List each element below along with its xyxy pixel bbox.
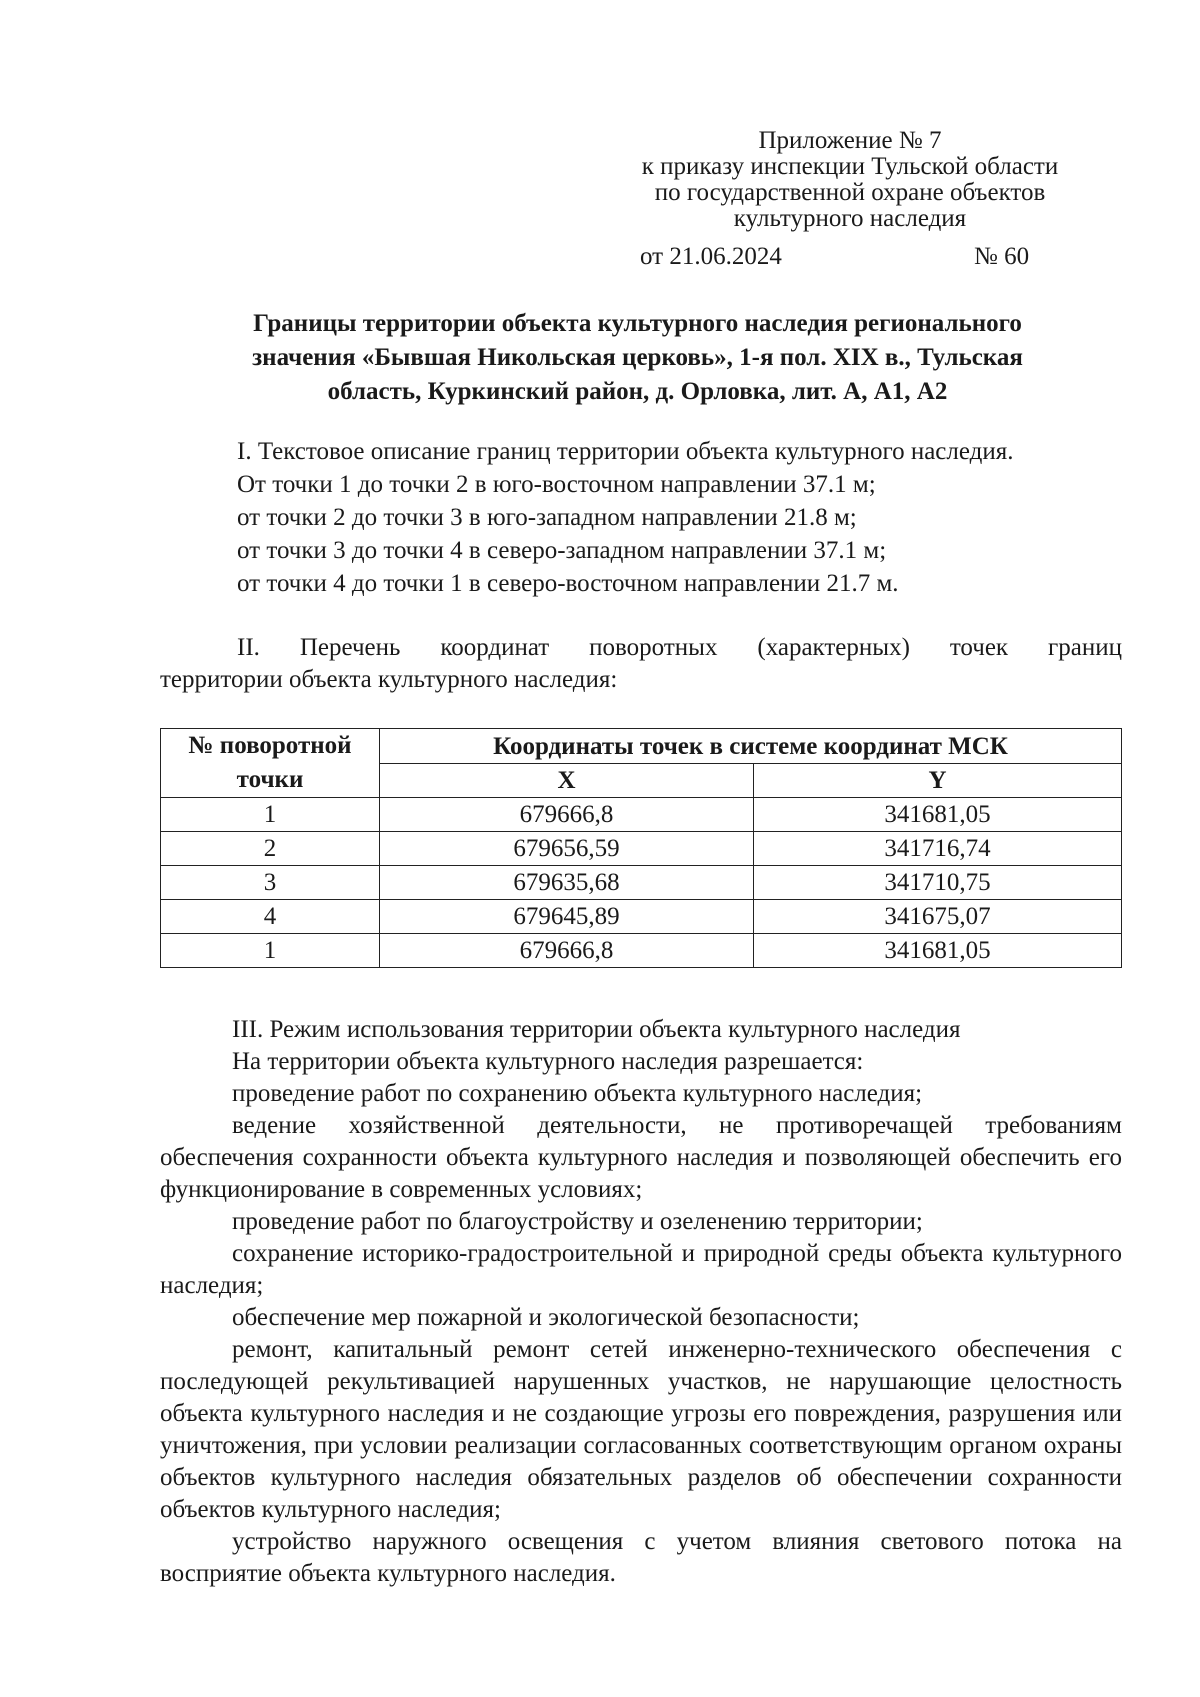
- boundary-line: от точки 4 до точки 1 в северо-восточном направлении 21.7 м.: [237, 570, 899, 597]
- annex-line-4: культурного наследия: [733, 205, 967, 232]
- usage-paragraph: проведение работ по сохранению объекта культурного наследия;: [232, 1080, 923, 1107]
- header-y: Y: [754, 764, 1122, 798]
- section-2-heading: [160, 632, 1122, 696]
- cell-y: 341710,75: [754, 866, 1122, 900]
- boundary-line: от точки 3 до точки 4 в северо-западном направлении 37.1 м;: [237, 537, 887, 564]
- cell-point: 2: [161, 832, 380, 866]
- usage-paragraph: устройство наружного освещения с учетом влияния светового потока на восприятие объекта культурного наследия.: [160, 1528, 1122, 1587]
- section-1-heading: I. Текстовое описание границ территории объекта культурного наследия.: [237, 438, 1014, 465]
- cell-x: 679666,8: [380, 934, 754, 968]
- coordinates-table: [160, 728, 1122, 968]
- cell-y: 341681,05: [754, 934, 1122, 968]
- cell-y: 341675,07: [754, 900, 1122, 934]
- usage-paragraph: ремонт, капитальный ремонт сетей инженерно-технического обеспечения с последующей рекультивацией нарушенных участков, не нарушающие целостность объекта культурного наследия и не создающие угрозы его повреждения, разрушения или уничтожения, при условии реализации согласованных соответствующим органом охраны объектов культурного наследия обязательных разделов об обеспечении сохранности объектов культурного наследия;: [160, 1336, 1122, 1523]
- annex-line-3: по государственной охране объектов: [654, 179, 1046, 206]
- order-date: от 21.06.2024: [640, 243, 782, 270]
- cell-y: 341716,74: [754, 832, 1122, 866]
- usage-paragraph: обеспечение мер пожарной и экологической безопасности;: [232, 1304, 860, 1331]
- title-line-3: область, Куркинский район, д. Орловка, лит. А, А1, А2: [327, 378, 948, 405]
- usage-paragraph: На территории объекта культурного наследия разрешается:: [232, 1048, 864, 1075]
- table-row: [161, 934, 1122, 968]
- document-title: [150, 307, 1125, 409]
- table-row: [161, 866, 1122, 900]
- cell-y: 341681,05: [754, 798, 1122, 832]
- section-3-heading: III. Режим использования территории объекта культурного наследия: [232, 1016, 961, 1043]
- annex-header: [590, 128, 1110, 232]
- cell-point: 1: [161, 798, 380, 832]
- boundary-line: От точки 1 до точки 2 в юго-восточном направлении 37.1 м;: [237, 471, 876, 498]
- order-number: № 60: [974, 243, 1030, 270]
- boundary-line: от точки 2 до точки 3 в юго-западном направлении 21.8 м;: [237, 504, 857, 531]
- header-coordinates: Координаты точек в системе координат МСК: [380, 729, 1122, 764]
- usage-paragraph: ведение хозяйственной деятельности, не противоречащей требованиям обеспечения сохранности объекта культурного наследия и позволяющей обеспечить его функционирование в современных условиях;: [160, 1112, 1122, 1203]
- cell-x: 679645,89: [380, 900, 754, 934]
- table-header-row: [161, 729, 1122, 764]
- section-3-usage-regime: [160, 1014, 1122, 1590]
- cell-point: 1: [161, 934, 380, 968]
- table-row: [161, 900, 1122, 934]
- cell-x: 679656,59: [380, 832, 754, 866]
- usage-paragraph: сохранение историко-градостроительной и природной среды объекта культурного наследия;: [160, 1240, 1122, 1299]
- cell-point: 3: [161, 866, 380, 900]
- header-point-number: № поворотной точки: [161, 729, 380, 798]
- cell-x: 679666,8: [380, 798, 754, 832]
- usage-paragraph: проведение работ по благоустройству и озеленению территории;: [232, 1208, 923, 1235]
- title-line-1: Границы территории объекта культурного наследия регионального: [253, 310, 1022, 337]
- annex-line-1: Приложение № 7: [758, 127, 942, 154]
- annex-line-2: к приказу инспекции Тульской области: [641, 153, 1059, 180]
- section-2-line-1: II. Перечень координат поворотных (характерных) точек границ: [237, 634, 1122, 661]
- table-row: [161, 832, 1122, 866]
- header-x: X: [380, 764, 754, 798]
- cell-x: 679635,68: [380, 866, 754, 900]
- section-2-line-2: территории объекта культурного наследия:: [160, 666, 618, 693]
- title-line-2: значения «Бывшая Никольская церковь», 1-я пол. XIX в., Тульская: [252, 344, 1023, 371]
- cell-point: 4: [161, 900, 380, 934]
- section-1-boundary-description: [237, 435, 1137, 600]
- table-row: [161, 798, 1122, 832]
